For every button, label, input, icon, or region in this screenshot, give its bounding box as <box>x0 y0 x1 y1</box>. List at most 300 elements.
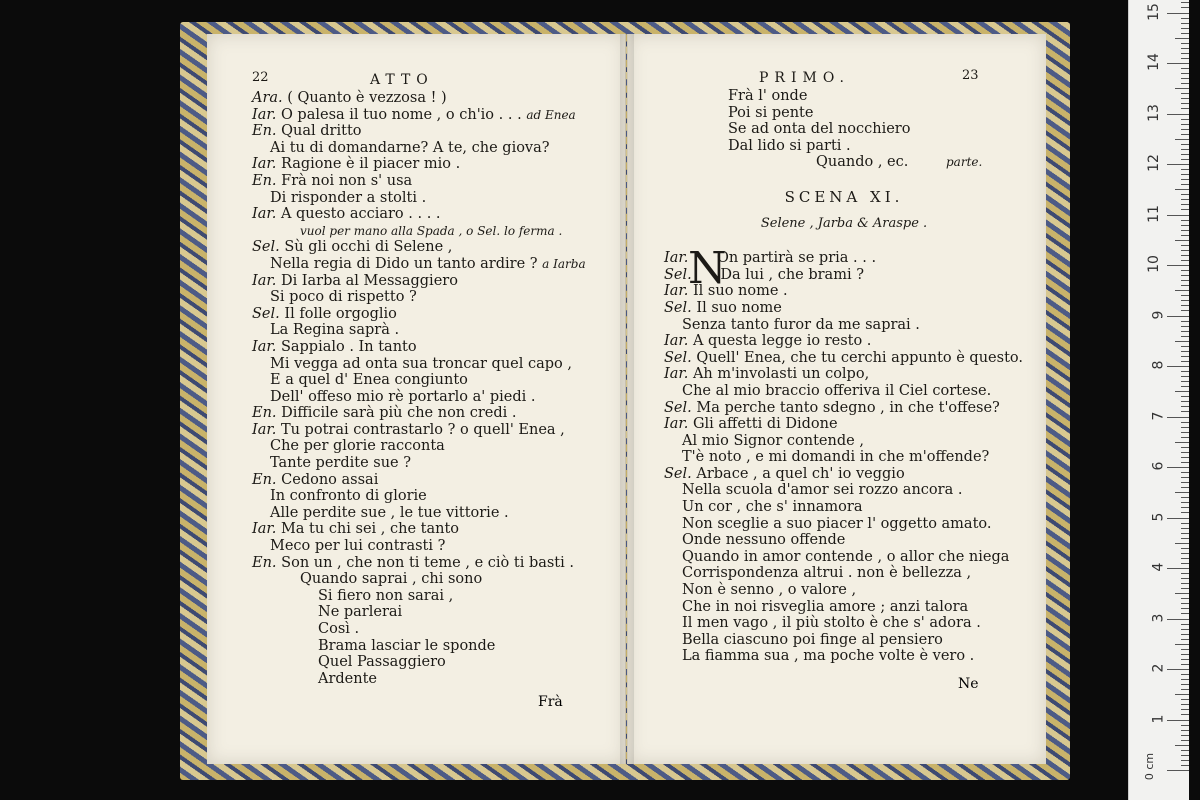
ruler-tick <box>1181 452 1189 453</box>
verse-line <box>664 532 1024 549</box>
ruler-tick <box>1167 619 1189 620</box>
ruler-tick <box>1181 573 1189 574</box>
line-text: Sappialo . In tanto <box>280 338 417 355</box>
ruler-number: 14 <box>1146 53 1163 71</box>
verse-line <box>252 638 612 655</box>
verse-line <box>252 123 612 140</box>
line-text: T'è noto , e mi domandi in che m'offende? <box>682 449 990 466</box>
verse-line <box>728 88 1024 105</box>
ruler-tick <box>1181 634 1189 635</box>
line-text: Si poco di rispetto ? <box>270 289 417 306</box>
speaker-label: Iar. <box>252 521 277 538</box>
speaker-label: Iar. <box>664 333 689 350</box>
ruler-tick <box>1181 512 1189 513</box>
ruler-tick <box>1181 487 1189 488</box>
line-text: Al mio Signor contende , <box>682 432 864 449</box>
ruler-tick <box>1181 134 1189 135</box>
line-text: Ne parlerai <box>318 604 403 621</box>
ruler-tick <box>1175 644 1189 645</box>
ruler-tick <box>1181 755 1189 756</box>
line-text: Dell' offeso mio rè portarlo a' piedi . <box>270 388 536 405</box>
line-text: A questo acciaro . . . . <box>280 206 441 223</box>
ruler-tick <box>1181 310 1189 311</box>
line-text: Poi si pente <box>728 104 814 121</box>
line-text: Il suo nome <box>696 299 782 316</box>
line-text: Da lui , che brami ? <box>720 266 864 283</box>
scene-characters: Selene , Jarba & Araspe . <box>760 215 928 231</box>
ruler-tick <box>1181 144 1189 145</box>
verse-line <box>252 206 612 223</box>
ruler-tick <box>1181 48 1189 49</box>
line-text: On partirà se pria . . . <box>716 250 877 267</box>
ruler-number: 9 <box>1150 310 1167 319</box>
line-text: Quel Passaggiero <box>318 654 446 671</box>
speaker-label: Iar. <box>664 283 689 300</box>
verse-line <box>252 571 612 588</box>
ruler-tick <box>1181 43 1189 44</box>
ruler-tick <box>1181 321 1189 322</box>
line-text: Cedono assai <box>281 471 379 488</box>
measurement-ruler <box>1128 0 1189 800</box>
speaker-label: Iar. <box>664 366 689 383</box>
ruler-tick <box>1181 588 1189 589</box>
line-text: Senza tanto furor da me saprai . <box>682 316 920 333</box>
ruler-tick <box>1181 275 1189 276</box>
ruler-tick <box>1181 179 1189 180</box>
ruler-tick <box>1181 548 1189 549</box>
ruler-tick <box>1167 114 1189 115</box>
right-catchword: Ne <box>958 676 979 692</box>
ruler-number: 11 <box>1146 204 1163 223</box>
ruler-tick <box>1181 563 1189 564</box>
ruler-tick <box>1181 300 1189 301</box>
speaker-label: Iar. <box>252 106 277 123</box>
line-text: Non è senno , o valore , <box>682 582 857 599</box>
verse-line <box>664 466 1024 483</box>
line-text: La fiamma sua , ma poche volte è vero . <box>682 648 975 665</box>
ruler-tick <box>1181 73 1189 74</box>
ruler-tick <box>1167 518 1189 519</box>
verse-line <box>252 422 612 439</box>
ruler-number: 8 <box>1150 360 1167 370</box>
left-running-head: ATTO <box>370 72 434 88</box>
verse-line <box>252 140 612 157</box>
ruler-tick <box>1181 528 1189 529</box>
line-text: Si fiero non sarai , <box>318 587 454 604</box>
ruler-tick <box>1181 411 1189 412</box>
ruler-tick <box>1181 598 1189 599</box>
ruler-tick <box>1181 432 1189 433</box>
verse-line <box>252 90 612 107</box>
verse-line <box>252 438 612 455</box>
ruler-number: 15 <box>1146 2 1163 21</box>
verse-line <box>252 455 612 472</box>
line-text: Che al mio braccio offeriva il Ciel cortese. <box>682 382 992 399</box>
line-text: Brama lasciar le sponde <box>318 637 496 654</box>
line-text: Alle perdite sue , le tue vittorie . <box>270 504 509 521</box>
line-text: Nella regia di Dido un tanto ardire ? <box>270 255 538 272</box>
line-text: Così . <box>318 621 360 637</box>
line-text: Ma perche tanto sdegno , in che t'offese? <box>696 399 1000 416</box>
speaker-label: Sel. <box>252 305 280 322</box>
ruler-tick <box>1181 245 1189 246</box>
ruler-tick <box>1167 417 1189 418</box>
ruler-tick <box>1167 316 1189 317</box>
verse-line <box>252 223 612 240</box>
verse-line <box>252 654 612 671</box>
verse-line <box>252 488 612 505</box>
ruler-tick <box>1181 386 1189 387</box>
ruler-number: 12 <box>1146 154 1163 172</box>
verse-line <box>252 405 612 422</box>
left-page-text <box>252 72 612 687</box>
speaker-label: Iar. <box>252 421 277 438</box>
verse-line <box>252 322 612 339</box>
ruler-tick <box>1181 608 1189 609</box>
ruler-tick <box>1175 745 1189 746</box>
verse-line <box>252 306 612 323</box>
verse-line <box>664 648 1024 665</box>
verse-line <box>252 372 612 389</box>
line-text: A questa legge io resto . <box>692 333 872 350</box>
ruler-tick <box>1181 295 1189 296</box>
right-running-head: PRIMO. <box>759 70 850 86</box>
right-header <box>664 70 1024 88</box>
ruler-tick <box>1181 497 1189 498</box>
verse-line <box>664 333 1024 350</box>
ruler-tick <box>1181 735 1189 736</box>
ruler-tick <box>1181 68 1189 69</box>
speaker-label: Ara. <box>252 90 283 106</box>
speaker-label: Sel. <box>664 266 692 283</box>
verse-line <box>664 317 1024 334</box>
ruler-tick <box>1181 447 1189 448</box>
right-text-block <box>664 243 1024 665</box>
line-text: Sù gli occhi di Selene , <box>284 239 453 256</box>
verse-line <box>664 300 1024 317</box>
ruler-tick <box>1181 260 1189 261</box>
right-page-number: 23 <box>962 68 979 83</box>
ruler-tick <box>1181 33 1189 34</box>
ruler-tick <box>1181 23 1189 24</box>
line-text: Che in noi risveglia amore ; anzi talora <box>682 598 969 615</box>
ruler-tick <box>1175 290 1189 291</box>
ruler-tick <box>1175 189 1189 190</box>
ruler-tick <box>1181 184 1189 185</box>
ruler-tick <box>1175 593 1189 594</box>
verse-line <box>664 433 1024 450</box>
line-text: Arbace , a quel ch' io veggio <box>696 465 905 482</box>
ruler-tick <box>1181 558 1189 559</box>
left-header <box>252 72 612 90</box>
ruler-tick <box>1181 129 1189 130</box>
ruler-tick <box>1181 371 1189 372</box>
ruler-tick <box>1181 629 1189 630</box>
verse-line <box>664 267 1024 284</box>
verse-line <box>664 366 1024 383</box>
verse-line <box>728 121 1024 138</box>
ruler-tick <box>1181 689 1189 690</box>
speaker-label: Sel. <box>664 349 692 366</box>
line-text: Frà noi non s' usa <box>281 172 413 189</box>
ruler-tick <box>1181 119 1189 120</box>
ruler-tick <box>1181 174 1189 175</box>
verse-line <box>664 499 1024 516</box>
ruler-tick <box>1167 265 1189 266</box>
speaker-label: Iar. <box>252 272 277 289</box>
ruler-tick <box>1175 240 1189 241</box>
speaker-label: Iar. <box>664 416 689 433</box>
verse-line <box>252 156 612 173</box>
line-text: Il suo nome . <box>692 283 788 300</box>
line-text: E a quel d' Enea congiunto <box>270 372 468 389</box>
ruler-tick <box>1181 356 1189 357</box>
left-page-number: 22 <box>252 70 269 85</box>
ruler-tick <box>1175 88 1189 89</box>
verse-line <box>664 632 1024 649</box>
line-text: Ai tu di domandarne? A te, che giova? <box>270 139 550 156</box>
line-text: Qual dritto <box>281 123 362 140</box>
ruler-tick <box>1167 669 1189 670</box>
speaker-label: Iar. <box>252 156 277 173</box>
verse-line <box>252 273 612 290</box>
verse-line <box>664 549 1024 566</box>
ruler-tick <box>1181 477 1189 478</box>
ruler-tick <box>1167 720 1189 721</box>
book-gutter <box>620 34 634 764</box>
ruler-tick <box>1181 699 1189 700</box>
ruler-tick <box>1181 437 1189 438</box>
ruler-tick <box>1181 199 1189 200</box>
ruler-tick <box>1181 149 1189 150</box>
ruler-tick <box>1181 523 1189 524</box>
ruler-tick <box>1181 103 1189 104</box>
ruler-tick <box>1181 624 1189 625</box>
ruler-tick <box>1175 442 1189 443</box>
verse-line <box>252 588 612 605</box>
line-text: Mi vegga ad onta sua troncar quel capo , <box>270 355 572 372</box>
ruler-tick <box>1167 467 1189 468</box>
ruler-tick <box>1181 305 1189 306</box>
ruler-tick <box>1181 502 1189 503</box>
line-text: Dal lido si parti . <box>728 137 851 154</box>
ruler-tick <box>1175 38 1189 39</box>
ruler-tick <box>1181 714 1189 715</box>
speaker-label: En. <box>252 405 277 422</box>
line-text: Non sceglie a suo piacer l' oggetto amato. <box>682 515 992 532</box>
ruler-tick <box>1181 159 1189 160</box>
ruler-tick <box>1181 730 1189 731</box>
ruler-tick <box>1181 154 1189 155</box>
line-text: Ragione è il piacer mio . <box>280 156 461 173</box>
ruler-tick <box>1175 694 1189 695</box>
verse-line <box>664 482 1024 499</box>
ruler-tick <box>1181 108 1189 109</box>
line-text: Il men vago , il più stolto è che s' adora . <box>682 615 981 632</box>
verse-line <box>252 256 612 273</box>
ruler-tick <box>1181 750 1189 751</box>
ruler-tick <box>1181 639 1189 640</box>
ruler-number: 6 <box>1150 461 1167 471</box>
ruler-tick <box>1181 740 1189 741</box>
ruler-tick <box>1181 83 1189 84</box>
ruler-tick <box>1181 533 1189 534</box>
ruler-tick <box>1181 204 1189 205</box>
verse-line <box>252 173 612 190</box>
line-text: Quando saprai , chi sono <box>300 571 483 588</box>
ruler-tick <box>1181 230 1189 231</box>
stage-direction: ad Enea <box>526 107 576 122</box>
verse-line <box>252 621 612 638</box>
ruler-tick <box>1181 235 1189 236</box>
verse-line <box>664 350 1024 367</box>
line-text: Ah m'involasti un colpo, <box>692 366 870 383</box>
ruler-tick <box>1181 613 1189 614</box>
ruler-tick <box>1181 381 1189 382</box>
ruler-tick <box>1181 704 1189 705</box>
line-text: O palesa il tuo nome , o ch'io . . . <box>280 106 522 123</box>
ruler-tick <box>1167 770 1189 771</box>
ruler-tick <box>1181 2 1189 3</box>
ruler-tick <box>1167 366 1189 367</box>
verse-line <box>252 356 612 373</box>
ruler-tick <box>1181 280 1189 281</box>
verse-line <box>728 154 1024 171</box>
right-page-text <box>664 70 1024 665</box>
verse-line <box>252 190 612 207</box>
line-text: Se ad onta del nocchiero <box>728 121 911 138</box>
ruler-tick <box>1181 93 1189 94</box>
ruler-tick <box>1181 285 1189 286</box>
ruler-tick <box>1181 98 1189 99</box>
ruler-tick <box>1181 331 1189 332</box>
ruler-tick <box>1181 401 1189 402</box>
ruler-tick <box>1175 139 1189 140</box>
left-catchword: Frà <box>538 694 563 710</box>
speaker-label: Sel. <box>252 239 280 256</box>
ruler-tick <box>1181 336 1189 337</box>
ruler-tick <box>1181 462 1189 463</box>
ruler-tick <box>1167 164 1189 165</box>
ruler-tick <box>1181 346 1189 347</box>
ruler-tick <box>1175 341 1189 342</box>
verse-line <box>664 615 1024 632</box>
ruler-tick <box>1181 482 1189 483</box>
speaker-label: En. <box>252 554 277 571</box>
line-text: ( Quanto è vezzosa ! ) <box>287 90 447 106</box>
line-text: Ma tu chi sei , che tanto <box>280 521 460 538</box>
ruler-tick <box>1181 255 1189 256</box>
speaker-label: Iar. <box>252 338 277 355</box>
line-text: Onde nessuno offende <box>682 532 846 549</box>
ruler-tick <box>1175 543 1189 544</box>
verse-line <box>252 505 612 522</box>
verse-line <box>252 239 612 256</box>
ruler-tick <box>1181 725 1189 726</box>
ruler-tick <box>1181 427 1189 428</box>
verse-line <box>252 339 612 356</box>
verse-line <box>728 138 1024 155</box>
ruler-tick <box>1181 326 1189 327</box>
stage-direction: parte. <box>946 155 983 170</box>
ruler-tick <box>1181 583 1189 584</box>
ruler-number: 10 <box>1146 255 1163 273</box>
ruler-number: 2 <box>1150 663 1167 673</box>
speaker-label: Iar. <box>252 206 277 223</box>
ruler-number: 7 <box>1150 411 1167 420</box>
ruler-tick <box>1181 507 1189 508</box>
ruler-tick <box>1167 63 1189 64</box>
ruler-tick <box>1167 215 1189 216</box>
speaker-label: Sel. <box>664 465 692 482</box>
speaker-label: Sel. <box>664 299 692 316</box>
ruler-tick <box>1181 28 1189 29</box>
ruler-tick <box>1181 578 1189 579</box>
verse-line <box>664 283 1024 300</box>
verse-line <box>664 599 1024 616</box>
ruler-unit-label: 0 cm <box>1142 752 1156 781</box>
verse-line <box>252 604 612 621</box>
ruler-number: 5 <box>1150 512 1167 521</box>
verse-line <box>252 107 612 124</box>
ruler-tick <box>1181 169 1189 170</box>
line-text: Quando , ec. <box>816 154 909 171</box>
ruler-tick <box>1181 225 1189 226</box>
ruler-tick <box>1181 674 1189 675</box>
ruler-tick <box>1181 18 1189 19</box>
line-text: Gli affetti di Didone <box>692 416 838 433</box>
ruler-number: 3 <box>1150 613 1167 622</box>
verse-line <box>728 105 1024 122</box>
ruler-tick <box>1167 568 1189 569</box>
stage-direction: a Iarba <box>542 256 586 271</box>
ruler-tick <box>1181 124 1189 125</box>
stage-direction: vuol per mano alla Spada , o Sel. lo ferma . <box>300 223 563 238</box>
speaker-label: Iar. <box>664 250 689 267</box>
ruler-tick <box>1181 709 1189 710</box>
ruler-tick <box>1181 649 1189 650</box>
speaker-label: Sel. <box>664 399 692 416</box>
verse-line <box>252 289 612 306</box>
line-text: Di Iarba al Messaggiero <box>280 272 458 289</box>
line-text: Che per glorie racconta <box>270 438 445 455</box>
ruler-tick <box>1181 457 1189 458</box>
verse-line <box>664 400 1024 417</box>
line-text: Quell' Enea, che tu cerchi appunto è questo. <box>696 349 1023 366</box>
line-text: In confronto di glorie <box>270 488 427 505</box>
drop-cap: N <box>688 243 727 295</box>
ruler-tick <box>1175 492 1189 493</box>
ruler-tick <box>1181 250 1189 251</box>
left-text-block <box>252 90 612 687</box>
ruler-tick <box>1181 538 1189 539</box>
speaker-label: En. <box>252 123 277 140</box>
ruler-number: 1 <box>1150 714 1167 723</box>
ruler-tick <box>1181 664 1189 665</box>
verse-line <box>252 521 612 538</box>
ruler-tick <box>1181 209 1189 210</box>
line-text: Difficile sarà più che non credi . <box>281 405 517 422</box>
line-text: Meco per lui contrasti ? <box>270 538 446 555</box>
ruler-tick <box>1181 270 1189 271</box>
ruler-tick <box>1181 684 1189 685</box>
line-text: Il folle orgoglio <box>284 305 397 322</box>
line-text: Un cor , che s' innamora <box>682 499 863 516</box>
ruler-tick <box>1181 396 1189 397</box>
line-text: Corrispondenza altrui . non è bellezza , <box>682 565 972 582</box>
ruler-tick <box>1181 603 1189 604</box>
line-text: Tante perdite sue ? <box>270 455 412 472</box>
